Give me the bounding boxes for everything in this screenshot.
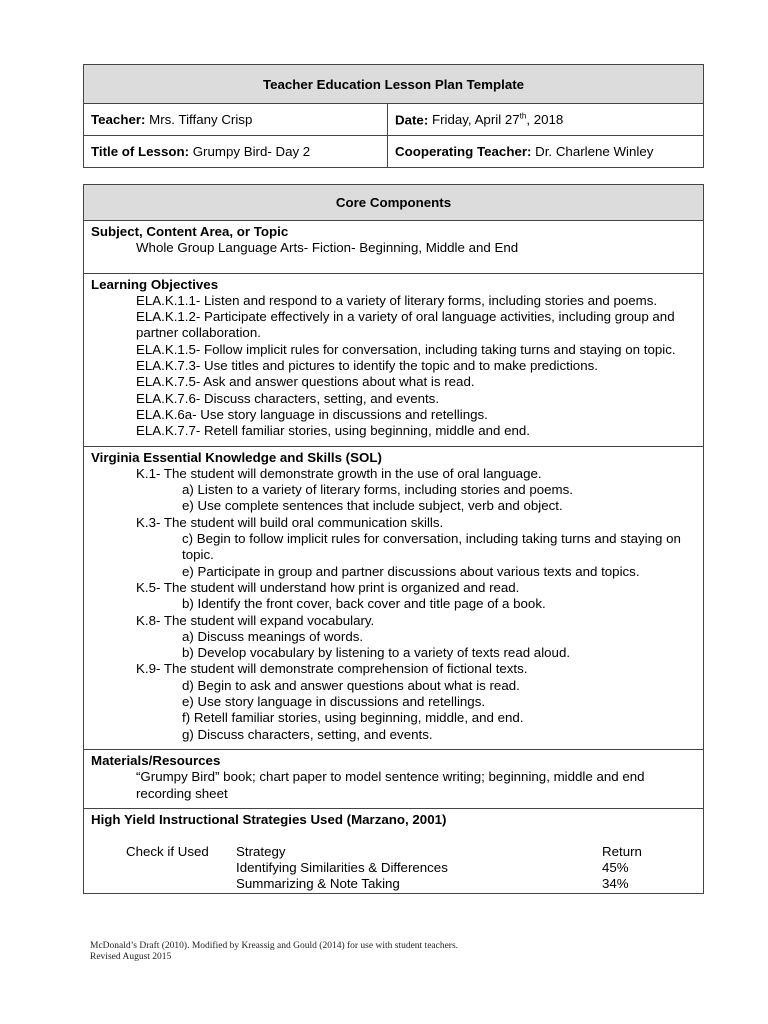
teacher-value: Mrs. Tiffany Crisp: [149, 112, 253, 127]
materials-section: [84, 750, 703, 809]
teacher-label: Teacher:: [91, 112, 146, 127]
strategy-name: Summarizing & Note Taking: [236, 876, 400, 892]
sol-sub-item: e) Use complete sentences that include subject, verb and object.: [182, 498, 563, 514]
footer-citation: McDonald’s Draft (2010). Modified by Kreassig and Gould (2014) for use with student teachers.: [90, 941, 459, 951]
template-title: Teacher Education Lesson Plan Template: [84, 65, 704, 104]
sol-sub-item: a) Listen to a variety of literary forms, including stories and poems.: [182, 482, 573, 498]
cooperating-teacher-cell: [388, 136, 704, 168]
sol-sub-item: g) Discuss characters, setting, and events.: [182, 726, 433, 742]
objective-item: ELA.K.7.7- Retell familiar stories, using beginning, middle and end.: [136, 423, 530, 439]
lesson-title-cell: [84, 136, 388, 168]
materials-text: “Grumpy Bird” book; chart paper to model sentence writing; beginning, middle and end recording sheet: [136, 769, 645, 801]
objectives-heading: Learning Objectives: [91, 276, 219, 292]
sol-heading: Virginia Essential Knowledge and Skills (SOL): [91, 449, 382, 465]
strategy-return: 34%: [602, 876, 629, 892]
materials-heading: Materials/Resources: [91, 752, 221, 768]
core-components-title: Core Components: [84, 185, 703, 221]
objective-item: ELA.K.7.3- Use titles and pictures to identify the topic and to make predictions.: [136, 358, 598, 374]
sol-standard: K.1- The student will demonstrate growth in the use of oral language.: [136, 465, 542, 481]
lesson-title-value: Grumpy Bird- Day 2: [192, 144, 311, 159]
objectives-section: [84, 274, 703, 447]
sol-sub-item: d) Begin to ask and answer questions about what is read.: [182, 677, 520, 693]
column-header-return: Return: [602, 844, 642, 860]
footer-revision: Revised August 2015: [90, 952, 172, 962]
objective-item: ELA.K.1.2- Participate effectively in a variety of oral language activities, including group and partner collaboration.: [136, 309, 675, 341]
objective-item: ELA.K.6a- Use story language in discussions and retellings.: [136, 406, 488, 422]
subject-section: [84, 221, 703, 274]
lesson-title-label: Title of Lesson:: [91, 144, 190, 159]
date-value: Friday, April 27th, 2018: [431, 111, 564, 128]
footer: [90, 941, 458, 963]
sol-sub-item: b) Develop vocabulary by listening to a variety of texts read aloud.: [182, 645, 571, 661]
sol-sub-item: c) Begin to follow implicit rules for conversation, including taking turns and staying on topic.: [182, 531, 681, 563]
column-header-strategy: Strategy: [236, 844, 286, 860]
strategies-section: [84, 809, 703, 893]
subject-text: Whole Group Language Arts- Fiction- Beginning, Middle and End: [136, 240, 519, 256]
objective-item: ELA.K.1.1- Listen and respond to a variety of literary forms, including stories and poems.: [136, 292, 658, 308]
sol-sub-item: b) Identify the front cover, back cover and title page of a book.: [182, 596, 546, 612]
sol-standard: K.3- The student will build oral communication skills.: [136, 514, 444, 530]
sol-standard: K.5- The student will understand how print is organized and read.: [136, 579, 520, 595]
teacher-cell: [84, 104, 388, 136]
sol-sub-item: e) Use story language in discussions and retellings.: [182, 694, 486, 710]
subject-heading: Subject, Content Area, or Topic: [91, 224, 289, 239]
column-header-check: Check if Used: [126, 844, 209, 860]
sol-standard: K.8- The student will expand vocabulary.: [136, 612, 375, 628]
strategy-return: 45%: [602, 860, 629, 876]
sol-sub-item: f) Retell familiar stories, using beginning, middle, and end.: [182, 710, 524, 726]
sol-section: [84, 447, 703, 750]
sol-sub-item: a) Discuss meanings of words.: [182, 628, 364, 644]
lesson-info-table: [83, 64, 704, 168]
date-cell: [388, 104, 704, 136]
objective-item: ELA.K.1.5- Follow implicit rules for conversation, including taking turns and staying on topic.: [136, 341, 676, 357]
cooperating-teacher-label: Cooperating Teacher:: [395, 144, 532, 159]
check-box-cell[interactable]: [126, 860, 236, 876]
strategies-heading: High Yield Instructional Strategies Used (Marzano, 2001): [91, 811, 447, 827]
objective-item: ELA.K.7.5- Ask and answer questions about what is read.: [136, 374, 475, 390]
check-box-cell[interactable]: [126, 876, 236, 892]
sol-standard: K.9- The student will demonstrate comprehension of fictional texts.: [136, 661, 528, 677]
date-label: Date:: [395, 112, 429, 128]
core-components-table: [83, 184, 704, 894]
sol-sub-item: e) Participate in group and partner discussions about various texts and topics.: [182, 563, 640, 579]
strategies-grid: [91, 844, 696, 892]
strategy-name: Identifying Similarities & Differences: [236, 860, 448, 876]
cooperating-teacher-value: Dr. Charlene Winley: [535, 144, 654, 159]
objective-item: ELA.K.7.6- Discuss characters, setting, and events.: [136, 390, 440, 406]
